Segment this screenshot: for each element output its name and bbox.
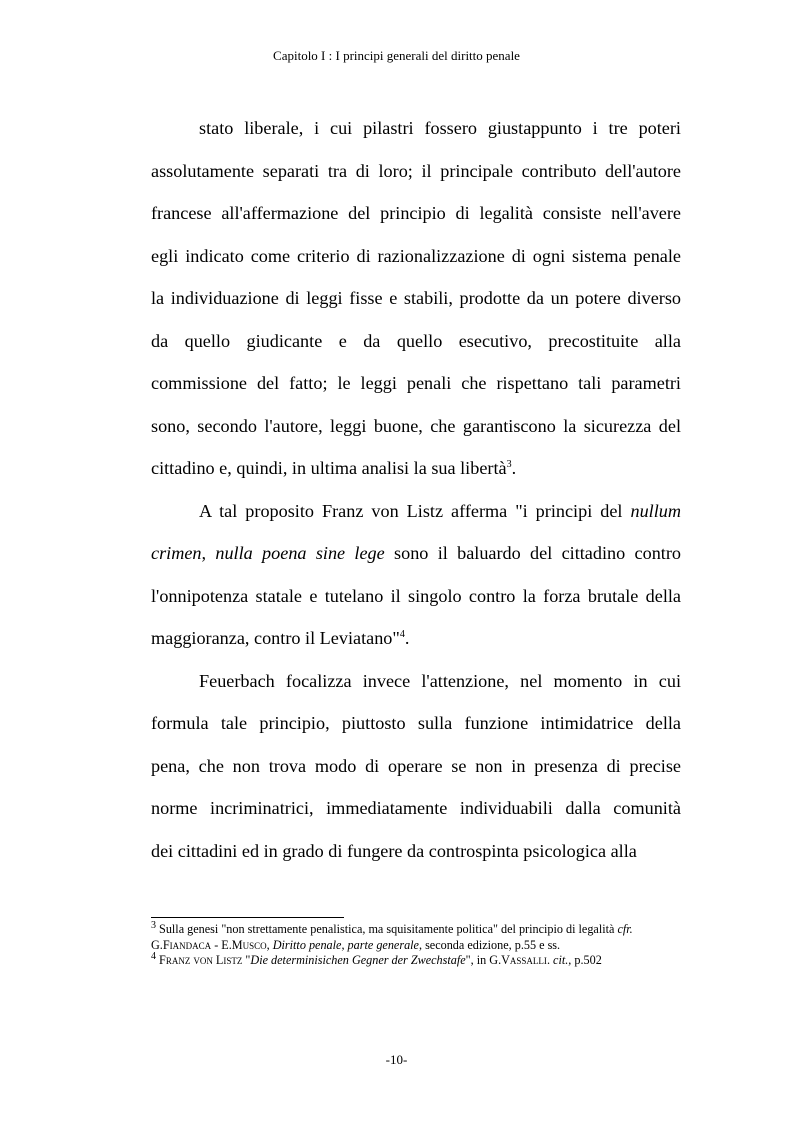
footnote-ref-3[interactable]: 3	[506, 458, 512, 470]
running-header: Capitolo I : I principi generali del diritto penale	[273, 48, 520, 63]
quote-open: "	[242, 953, 251, 967]
text-line: dei cittadini ed in grado di fungere da controspinta psicologica alla	[151, 840, 637, 861]
text-line: la individuazione di leggi fisse e stabili, prodotte da un potere diverso	[151, 288, 681, 308]
author-name: assalli	[509, 953, 547, 967]
author-name: ranz von	[165, 953, 216, 967]
text-line: sono, secondo l'autore, leggi buone, che garantiscono la sicurezza del	[151, 415, 681, 436]
footnote-4	[151, 950, 681, 969]
line-text: cittadino e, quindi, in ultima analisi la sua libertà	[151, 458, 507, 478]
text-line: stato liberale, i cui pilastri fossero giustappunto i tre poteri	[199, 118, 681, 138]
text-line: norme incriminatrici, immediatamente individuabili dalla comunità	[151, 798, 681, 818]
footnote-divider	[151, 917, 344, 918]
page-ref: p.502	[571, 953, 602, 967]
line-text: maggioranza, contro il Leviatano"	[151, 628, 400, 648]
author-initial: F	[156, 953, 166, 967]
footnote-3-cont	[151, 938, 681, 954]
italic-text: crimen, nulla poena sine lege	[151, 543, 385, 563]
footnote-number: 3	[151, 919, 156, 931]
footnote-3	[151, 919, 681, 938]
line-text: sono il baluardo del cittadino contro	[384, 543, 681, 563]
footnote-text: Sulla genesi "non strettamente penalistica, ma squisitamente politica" del principio di legalità	[156, 922, 618, 936]
footnote-ref-4[interactable]: 4	[399, 628, 405, 640]
italic-text: nullum	[630, 500, 681, 521]
author-separator: - E.M	[211, 937, 243, 952]
book-title: Diritto penale, parte generale	[272, 937, 419, 952]
text-line	[151, 451, 681, 494]
footnotes	[151, 919, 681, 969]
footnote-text: ", in G.V	[465, 953, 510, 967]
work-title: Die determinisichen Gegner der Zwechstafe	[250, 953, 466, 967]
text-line: egli indicato come criterio di razionalizzazione di ogni sistema penale	[151, 245, 681, 266]
text-line: da quello giudicante e da quello esecutivo, precostituite alla	[151, 330, 681, 351]
line-text: A tal proposito Franz von Listz afferma "i principi del	[199, 500, 631, 521]
text-line: formula tale principio, piuttosto sulla funzione intimidatrice della	[151, 713, 681, 733]
author-initial: G.F	[151, 937, 170, 952]
author-name: istz	[223, 953, 243, 967]
text-line: pena, che non trova modo di operare se non in presenza di precise	[151, 755, 681, 776]
text-line	[151, 536, 681, 579]
text-line: francese all'affermazione del principio di legalità consiste nell'avere	[151, 203, 681, 223]
footnote-cfr: cfr.	[617, 922, 633, 936]
footnote-number: 4	[151, 950, 156, 962]
text-line: assolutamente separati tra di loro; il principale contributo dell'autore	[151, 160, 681, 181]
main-text	[151, 111, 681, 876]
author-initial: L	[215, 953, 224, 967]
line-end: .	[511, 458, 517, 478]
comma: ,	[266, 937, 273, 952]
page-number: -10-	[385, 1052, 408, 1067]
text-line: commissione del fatto; le leggi penali che rispettano tali parametri	[151, 373, 681, 393]
text-line: Feuerbach focalizza invece l'attenzione, nel momento in cui	[199, 670, 681, 691]
line-end: .	[404, 628, 410, 648]
text-line	[151, 494, 681, 537]
footnote-text: , seconda edizione, p.55 e ss.	[418, 937, 561, 952]
cit-abbrev: cit.,	[553, 953, 572, 967]
dot: .	[546, 953, 554, 967]
text-line: l'onnipotenza statale e tutelano il singolo contro la forza brutale della	[151, 585, 681, 606]
author-name: usco	[242, 937, 267, 952]
author-name: iandaca	[169, 937, 212, 952]
text-line	[151, 621, 681, 664]
